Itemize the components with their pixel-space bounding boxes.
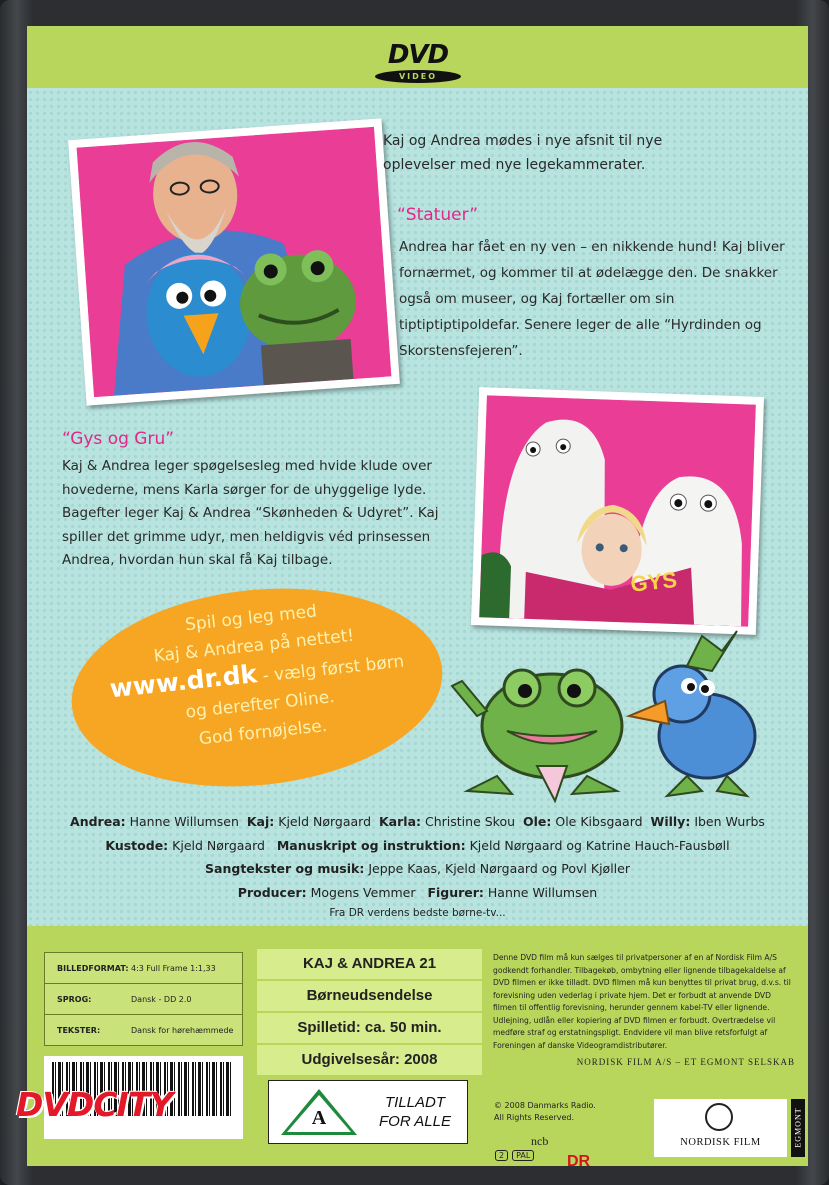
- credit-label: Ole:: [523, 814, 552, 829]
- egmont-logo: [791, 1099, 805, 1157]
- credit-label: Andrea:: [70, 814, 126, 829]
- top-band: [27, 26, 808, 88]
- credits-line-2: [27, 834, 808, 858]
- nordisk-film-logo: [654, 1099, 787, 1157]
- info-band: [27, 926, 808, 1166]
- photo-illustration-1: [77, 127, 392, 397]
- company-line: NORDISK FILM A/S – ET EGMONT SELSKAB: [576, 1057, 795, 1067]
- credit-label: Willy:: [650, 814, 691, 829]
- credits-line-1: [27, 810, 808, 834]
- credit-label: Kustode:: [105, 837, 169, 853]
- credit-karla: Christine Skou: [425, 814, 516, 829]
- tech-value: Dansk for hørehæmmede: [131, 1026, 234, 1035]
- episode-2-description: Kaj & Andrea leger spøgelsesleg med hvide klude over hovederne, mens Karla sørger for de uhyggelige lyde. Bagefter leger Kaj & Andrea “Skønheden & Udyret”. Kaj spiller det grimme udyr, men heldigvis véd prinsessen Andrea, hvordan hun skal få Kaj tilbage.: [62, 458, 439, 568]
- credit-ole: Ole Kibsgaard: [555, 814, 643, 829]
- tech-value: Dansk - DD 2.0: [131, 995, 192, 1004]
- pal-icon: PAL: [512, 1150, 534, 1161]
- tech-row-sprog: [45, 984, 242, 1015]
- globe-icon: [705, 1103, 733, 1131]
- promo-line-3: - vælg først børn: [256, 651, 406, 687]
- rating-letter: A: [311, 1107, 327, 1129]
- promo-line-1: Spil og leg med: [184, 601, 318, 636]
- promo-line-5: God fornøjelse.: [197, 716, 329, 750]
- tech-row-tekster: [45, 1015, 242, 1046]
- dvd-logo-text: DVD: [387, 40, 449, 70]
- back-cover: [27, 26, 808, 1166]
- rating-line-1: TILLADT: [384, 1094, 445, 1111]
- photo-kaj-andrea: [68, 118, 400, 405]
- book-title: GYS: [629, 566, 679, 597]
- rating-line-2: FOR ALLE: [379, 1113, 451, 1130]
- credit-label: Karla:: [379, 814, 422, 829]
- credit-label: Kaj:: [246, 814, 275, 829]
- credits-tagline: Fra DR verdens bedste børne-tv...: [329, 907, 506, 919]
- tech-value: 4:3 Full Frame 1:1,33: [131, 964, 216, 973]
- video-logo-text: VIDEO: [375, 70, 461, 83]
- release-year: Udgivelsesår: 2008: [257, 1045, 482, 1075]
- credit-label: Sangtekster og musik:: [205, 861, 365, 876]
- ncb-logo: ncb: [531, 1134, 549, 1148]
- tech-label: BILLEDFORMAT:: [57, 964, 129, 973]
- title-info: [257, 949, 482, 1077]
- release-type: Børneudsendelse: [257, 981, 482, 1011]
- credit-label: Figurer:: [427, 884, 484, 900]
- episode-1-title: “Statuer”: [397, 205, 479, 225]
- copyright-line-1: © 2008 Danmarks Radio.: [494, 1101, 596, 1110]
- age-rating: [268, 1080, 468, 1144]
- tech-row-format: [45, 953, 242, 984]
- credit-figurer: Hanne Willumsen: [487, 884, 598, 900]
- photo-illustration-2: [479, 395, 756, 626]
- release-runtime: Spilletid: ca. 50 min.: [257, 1013, 482, 1043]
- credit-manuskript: Kjeld Nørgaard og Katrine Hauch-Fausbøll: [469, 837, 730, 853]
- disc-icons: [495, 1150, 538, 1161]
- tech-label: SPROG:: [57, 995, 92, 1004]
- credit-label: Manuskript og instruktion:: [276, 837, 466, 853]
- tech-specs: [44, 952, 243, 1046]
- dvdcity-watermark: DVDCITY: [16, 1085, 173, 1124]
- intro-text: Kaj og Andrea mødes i nye afsnit til nye oplevelser med nye legekammerater.: [383, 133, 663, 173]
- credit-kaj: Kjeld Nørgaard: [278, 814, 372, 829]
- dvd-video-logo: [373, 40, 463, 84]
- rating-text: [365, 1093, 465, 1131]
- credit-sangtekster: Jeppe Kaas, Kjeld Nørgaard og Povl Kjøller: [368, 861, 630, 876]
- promo-url[interactable]: www.dr.dk: [108, 659, 259, 704]
- credits-line-4: [27, 881, 808, 905]
- egmont-label: EGMONT: [793, 1107, 803, 1148]
- credit-willy: Iben Wurbs: [694, 814, 765, 829]
- photo-gys-og-gru: [471, 387, 764, 635]
- tech-label: TEKSTER:: [57, 1026, 101, 1035]
- dr-logo: DR: [567, 1153, 591, 1166]
- promo-line-4: og derefter Oline.: [184, 687, 336, 723]
- episode-2-title: “Gys og Gru”: [62, 429, 175, 449]
- release-title: KAJ & ANDREA 21: [257, 949, 482, 979]
- region-icon: 2: [495, 1150, 508, 1161]
- copyright-line-2: All Rights Reserved.: [494, 1113, 575, 1122]
- episode-1-description: Andrea har fået en ny ven – en nikkende hund! Kaj bliver fornærmet, og kommer til at ødelægge den. De snakker også om museer, og Kaj fortæller om sin tiptiptiptipoldefar. Senere leger de alle “Hyrdinden og Skorstensfejeren”.: [399, 239, 785, 359]
- credit-kustode: Kjeld Nørgaard: [172, 837, 265, 853]
- credits: [27, 810, 808, 922]
- legal-notice: Denne DVD film må kun sælges til privatpersoner af en af Nordisk Film A/S godkendt forhandler. Tilbagekøb, ombytning eller lignende tilbagekaldelse af DVD filmen er ikke tilladt. DVD filmen må kun benyttes til privat brug, d.v.s. til forevisning uden vederlag i private hjem. Det er forbudt at anvende DVD filmen til offentlig forevisning, herunder gennem kabel-TV eller lignende. Udlejning, udlån eller kopiering af DVD filmen er forbudt. Overtrædelse vil medføre straf og erstatningspligt. Endvidere vil man blive retsforfulgt af Foreningen af danske Videogramdistributører.: [493, 953, 791, 1050]
- copyright: [494, 1100, 614, 1124]
- promo-line-2: Kaj & Andrea på nettet!: [152, 625, 356, 667]
- credit-andrea: Hanne Willumsen: [129, 814, 239, 829]
- credits-line-3: [27, 857, 808, 881]
- credit-label: Producer:: [237, 884, 307, 900]
- credit-producer: Mogens Vemmer: [310, 884, 416, 900]
- nordisk-film-label: NORDISK FILM: [680, 1137, 761, 1148]
- cartoon-frog-and-bird: [437, 616, 777, 806]
